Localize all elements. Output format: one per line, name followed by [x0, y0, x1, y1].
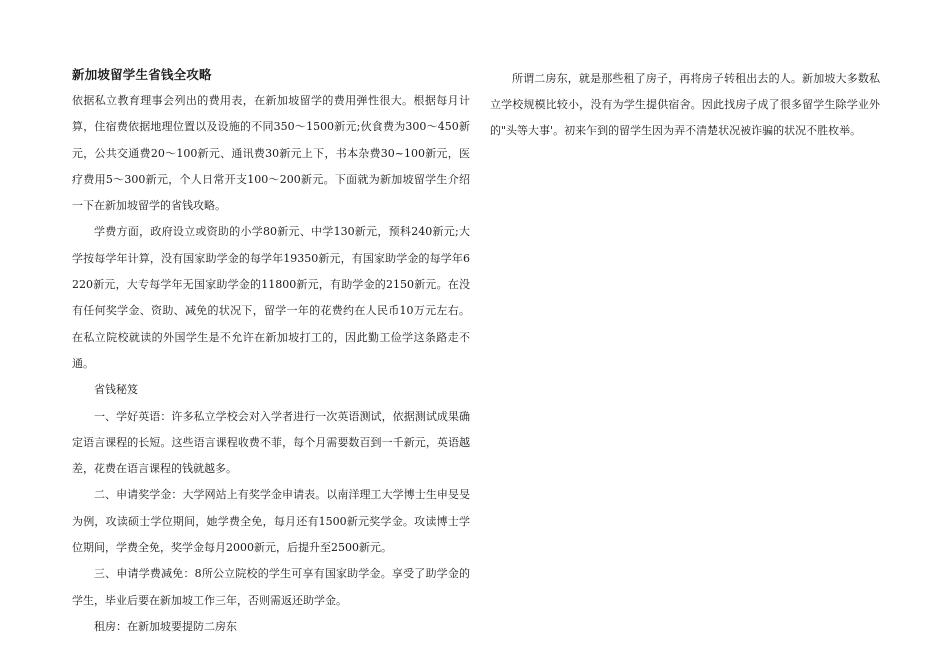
- left-column: [72, 66, 470, 640]
- paragraph-tip-fee-waiver: 三、申请学费减免：8所公立院校的学生可享有国家助学金。享受了助学金的学生，毕业后要在新加坡工作三年，否则需返还助学金。: [72, 567, 470, 607]
- document-title: 新加坡留学生省钱全攻略: [72, 67, 212, 82]
- section-heading-tips: 省钱秘笈: [94, 383, 138, 397]
- right-column: [490, 66, 880, 144]
- paragraph-sublandlord: 所谓二房东，就是那些租了房子，再将房子转租出去的人。新加坡大多数私立学校规模比较小，没有为学生提供宿舍。因此找房子成了很多留学生除学业外的"头等大事'。初来乍到的留学生因为弄不清楚状况被诈骗的状况不胜枚举。: [490, 72, 880, 137]
- section-heading-housing: 租房：在新加坡要提防二房东: [94, 619, 237, 633]
- paragraph-tip-english: 一、学好英语：许多私立学校会对入学者进行一次英语测试，依据测试成果确定语言课程的长短。这些语言课程收费不菲，每个月需要数百到一千新元，英语越差，花费在语言课程的钱就越多。: [72, 409, 470, 476]
- paragraph-tip-scholarship: 二、申请奖学金：大学网站上有奖学金申请表。以南洋理工大学博士生申旻旻为例，攻读硕士学位期间，她学费全免，每月还有1500新元奖学金。攻读博士学位期间，学费全免，奖学金每月2000新元，后提升至2500新元。: [72, 488, 470, 555]
- paragraph-tuition: 学费方面，政府设立或资助的小学80新元、中学130新元，预科240新元;大学按每学年计算，没有国家助学金的每学年19350新元，有国家助学金的每学年6220新元，大专每学年无国家助学金的11800新元，有助学金的2150新元。在没有任何奖学金、资助、减免的状况下，留学一年的花费约在人民币10万元左右。在私立院校就读的外国学生是不允许在新加坡打工的，因此勤工俭学这条路走不通。: [72, 225, 470, 370]
- paragraph-intro: 依据私立教育理事会列出的费用表，在新加坡留学的费用弹性很大。根据每月计算，住宿费依据地理位置以及设施的不同350～1500新元;伙食费为300～450新元，公共交通费20～100新元、通讯费30新元上下，书本杂费30~100新元，医疗费用5～300新元，个人日常开支100～200新元。下面就为新加坡留学生介绍一下在新加坡留学的省钱攻略。: [72, 94, 470, 213]
